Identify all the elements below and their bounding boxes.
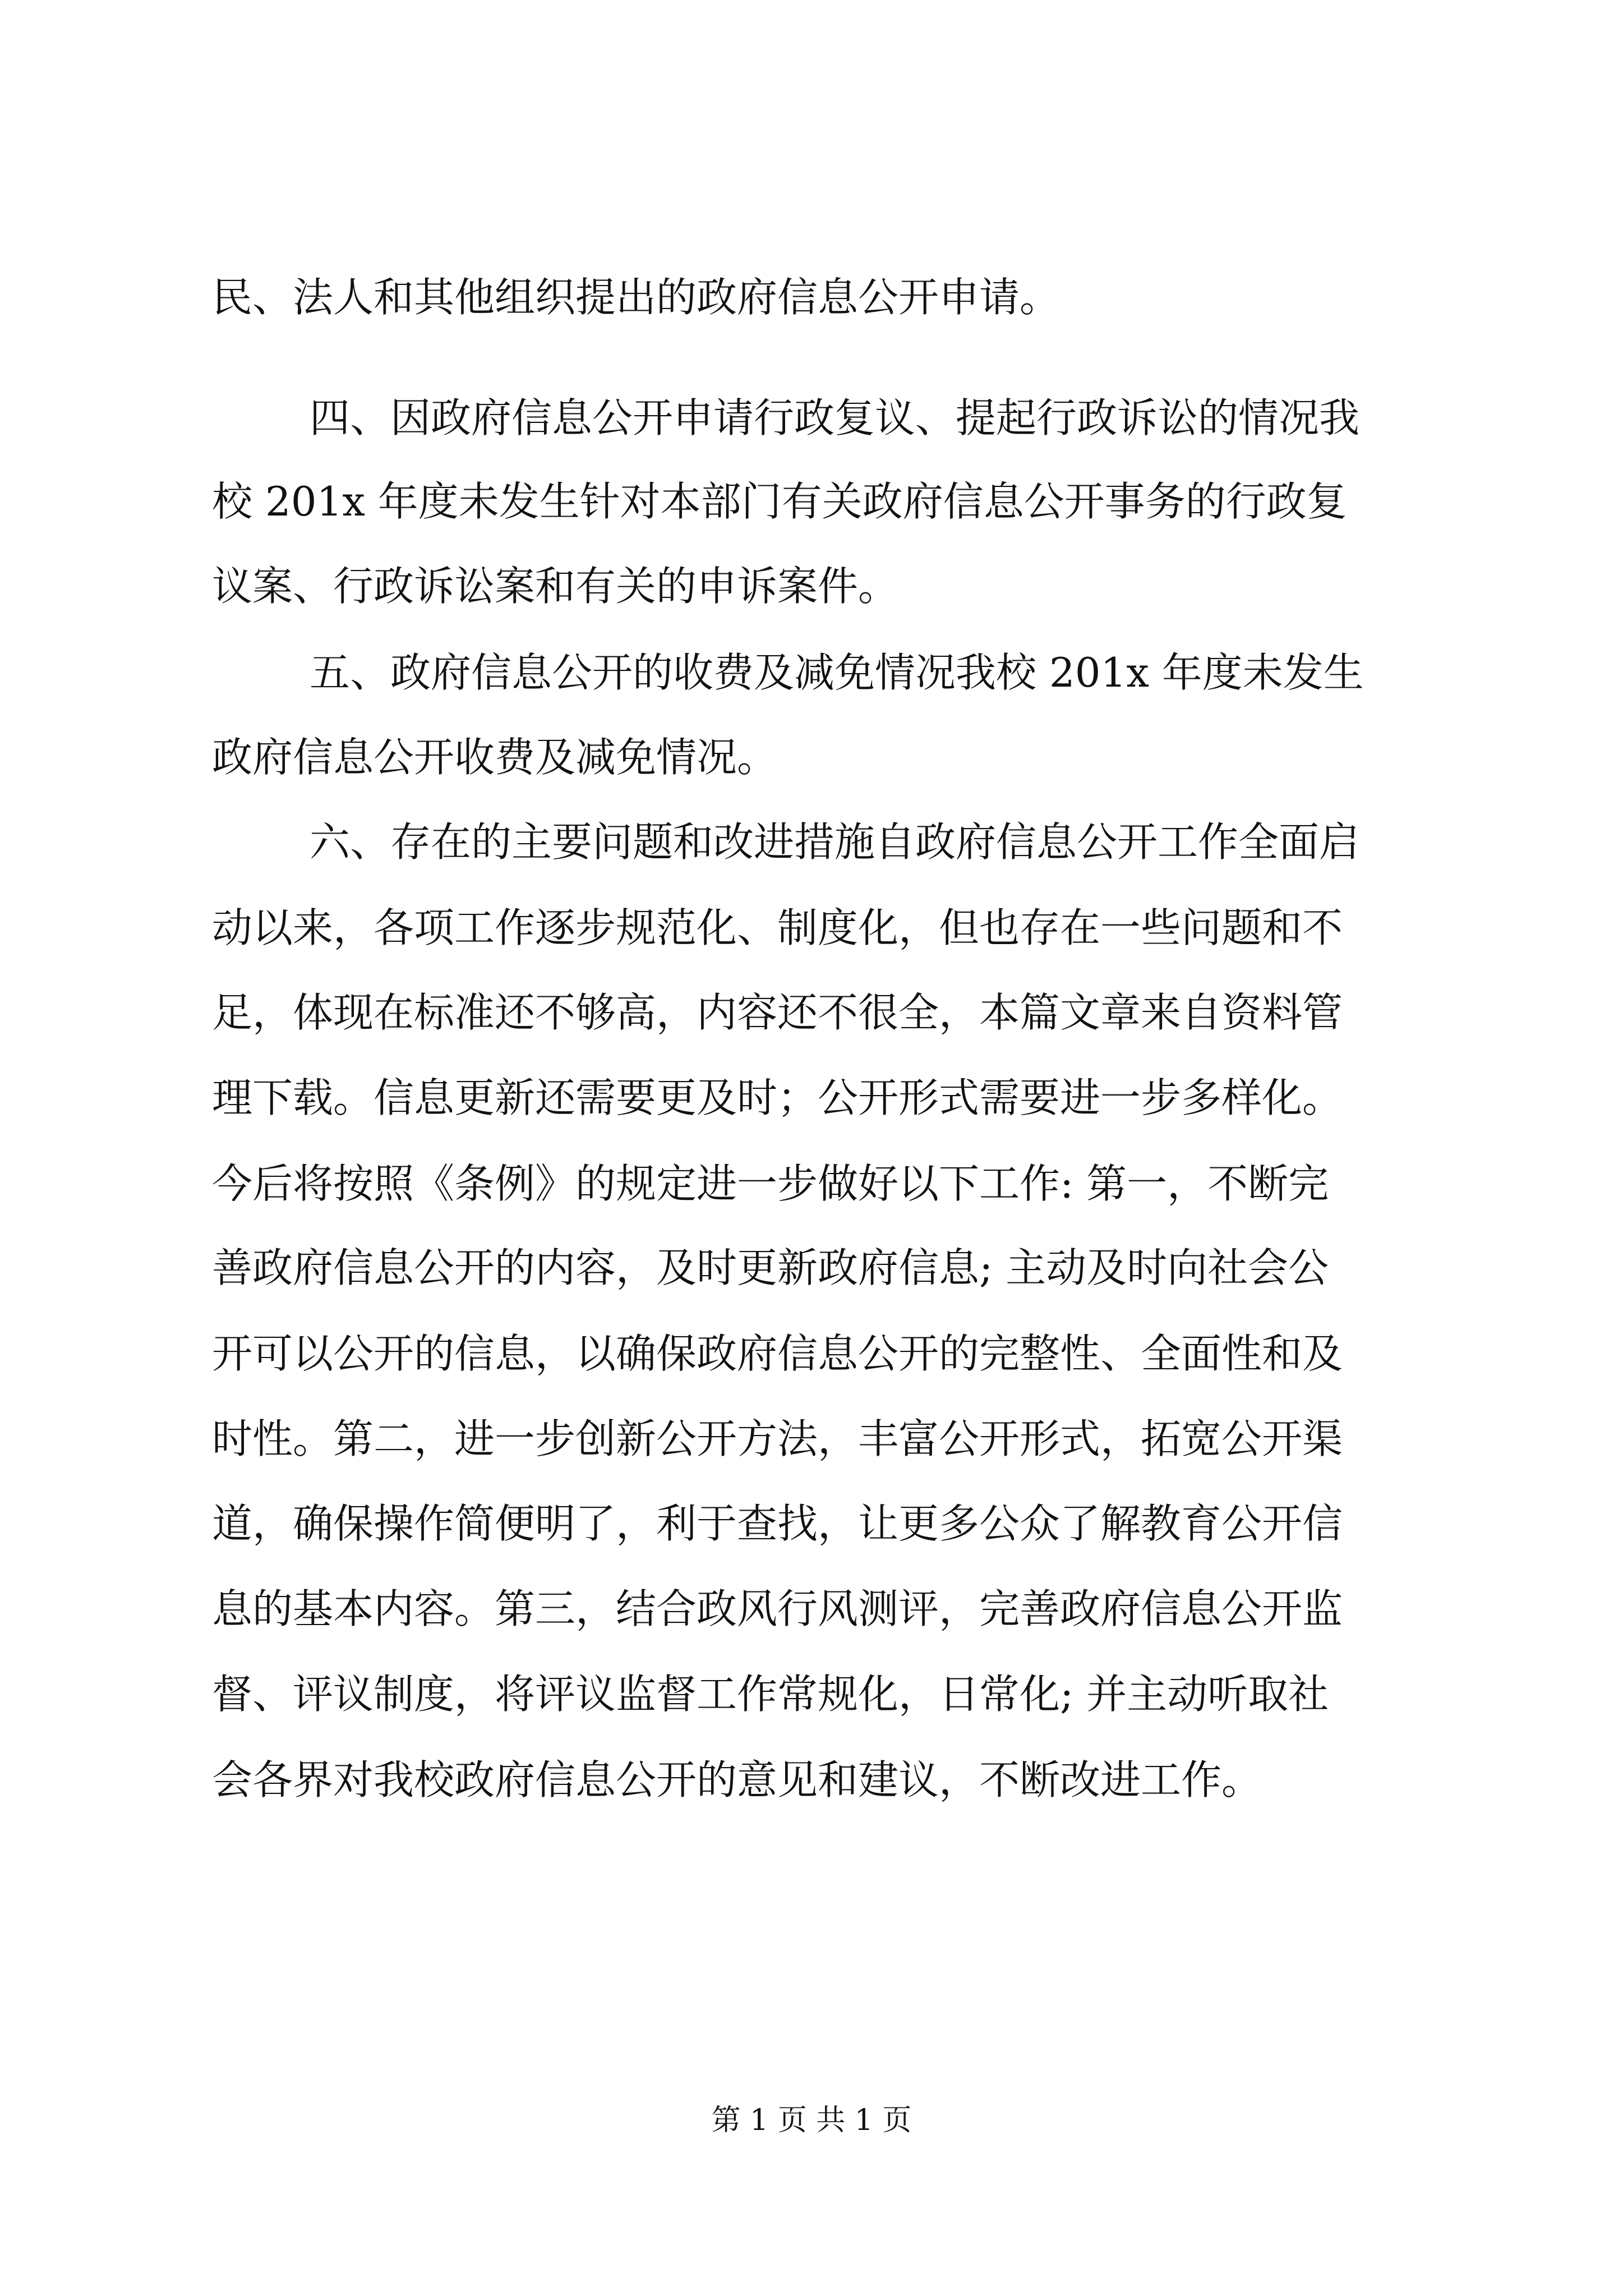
text-line: 民、法人和其他组织提出的政府信息公开申请。 <box>212 274 1061 321</box>
text-line: 开可以公开的信息，以确保政府信息公开的完整性、全面性和及 <box>212 1330 1343 1377</box>
text-line: 善政府信息公开的内容，及时更新政府信息; 主动及时向社会公 <box>212 1244 1329 1291</box>
text-line: 今后将按照《条例》的规定进一步做好以下工作: 第一，不断完 <box>212 1160 1329 1207</box>
text-line: 时性。第二，进一步创新公开方法，丰富公开形式，拓宽公开渠 <box>212 1415 1343 1462</box>
text-line: 督、评议制度，将评议监督工作常规化，日常化; 并主动听取社 <box>212 1671 1329 1718</box>
text-line: 足，体现在标准还不够高，内容还不很全，本篇文章来自资料管 <box>212 989 1343 1036</box>
text-line: 议案、行政诉讼案和有关的申诉案件。 <box>212 563 899 610</box>
text-line: 校 201x 年度未发生针对本部门有关政府信息公开事务的行政复 <box>212 478 1347 525</box>
text-line: 动以来，各项工作逐步规范化、制度化，但也存在一些问题和不 <box>212 904 1343 951</box>
page-footer: 第 1 页 共 1 页 <box>711 2104 912 2137</box>
text-line: 政府信息公开收费及减免情况。 <box>212 734 778 781</box>
text-line: 会各界对我校政府信息公开的意见和建议，不断改进工作。 <box>212 1756 1262 1803</box>
text-line: 五、政府信息公开的收费及减免情况我校 201x 年度未发生 <box>310 649 1364 696</box>
text-line: 道，确保操作简便明了，利于查找，让更多公众了解教育公开信 <box>212 1500 1343 1547</box>
text-line: 息的基本内容。第三，结合政风行风测评，完善政府信息公开监 <box>212 1585 1343 1632</box>
text-line: 六、存在的主要问题和改进措施自政府信息公开工作全面启 <box>310 818 1360 866</box>
text-line: 理下载。信息更新还需要更及时；公开形式需要进一步多样化。 <box>212 1074 1343 1121</box>
text-line: 四、因政府信息公开申请行政复议、提起行政诉讼的情况我 <box>310 394 1360 441</box>
